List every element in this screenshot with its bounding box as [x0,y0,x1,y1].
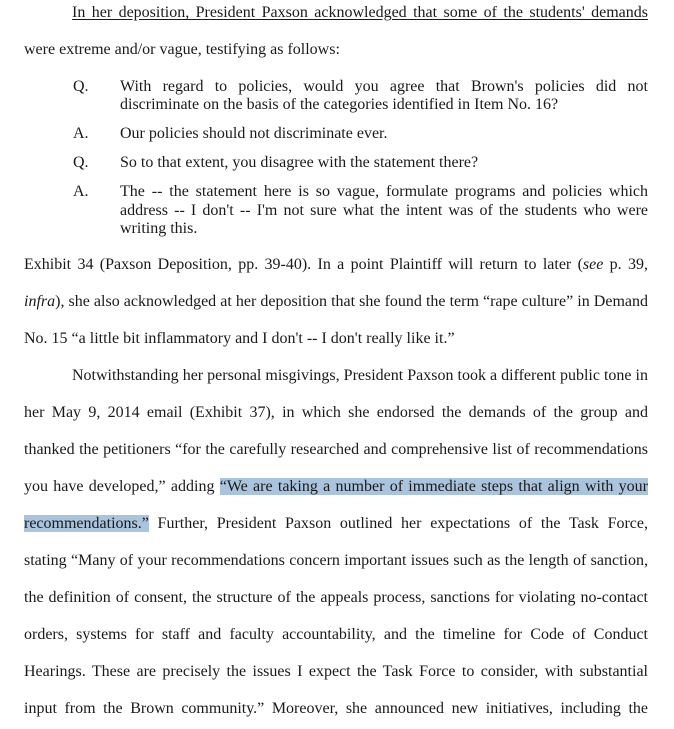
exhibit-text-2: ), she also acknowledged at her deposition that she found the term “rape culture” in Demand [55,293,648,310]
exhibit-infra-italic: infra [24,293,56,310]
testimony-a2-line-3: writing this. [120,220,198,237]
para2-line-1: Notwithstanding her personal misgivings, President Paxson took a different public tone in [72,367,648,384]
para2-line-9: Hearings. These are precisely the issues I expect the Task Force to consider, with substantial [24,663,648,680]
exhibit-line-1 [24,255,648,275]
testimony-q1-line-2: discriminate on the basis of the categories identified in Item No. 16? [120,96,559,113]
testimony-a2-line-1: The -- the statement here is so vague, formulate programs and policies which [120,183,648,200]
highlighted-quote-part-2: recommendations.” [24,515,149,532]
para2-line-6: stating “Many of your recommendations concern important issues such as the length of sanction, [24,552,648,569]
exhibit-text-1b: p. 39, [603,256,649,273]
para2-line-8: orders, systems for staff and faculty accountability, and the timeline for Code of Conduct [24,626,648,643]
exhibit-line-2 [24,292,648,312]
intro-line-2: were extreme and/or vague, testifying as follows: [24,41,340,58]
testimony-label-q1: Q. [73,78,89,95]
para2-text-4: you have developed,” adding [24,478,220,495]
para2-text-5: Further, President Paxson outlined her expectations of the Task Force, [148,515,648,532]
testimony-a2-line-2: address -- I don't -- I'm not sure what the intent was of the students who were [120,202,648,219]
highlighted-quote-part-1: “We are taking a number of immediate steps that align with your [219,478,649,495]
para2-line-5 [24,514,648,534]
testimony-label-q2: Q. [73,154,89,171]
exhibit-see-italic: see [582,256,604,273]
para2-line-7: the definition of consent, the structure of the appeals process, sanctions for violating no-contact [24,589,648,606]
exhibit-line-3: No. 15 “a little bit inflammatory and I don't -- I don't really like it.” [24,330,455,347]
para2-line-10: input from the Brown community.” Moreover, she announced new initiatives, including the [24,700,648,717]
testimony-label-a1: A. [73,125,89,142]
exhibit-text-1a: Exhibit 34 (Paxson Deposition, pp. 39-40). In a point Plaintiff will return to later ( [24,256,583,273]
para2-line-3: thanked the petitioners “for the carefully researched and comprehensive list of recommendations [24,441,648,458]
testimony-q1-line-1: With regard to policies, would you agree that Brown's policies did not [120,78,648,95]
testimony-q2-line-1: So to that extent, you disagree with the statement there? [120,154,479,171]
intro-text-1: In her deposition, President Paxson acknowledged that some of the students' demands [72,4,648,21]
testimony-label-a2: A. [73,183,89,200]
intro-line-1 [24,3,648,23]
para2-line-4 [24,477,648,497]
para2-line-2: her May 9, 2014 email (Exhibit 37), in which she endorsed the demands of the group and [24,404,648,421]
testimony-a1-line-1: Our policies should not discriminate ever. [120,125,388,142]
